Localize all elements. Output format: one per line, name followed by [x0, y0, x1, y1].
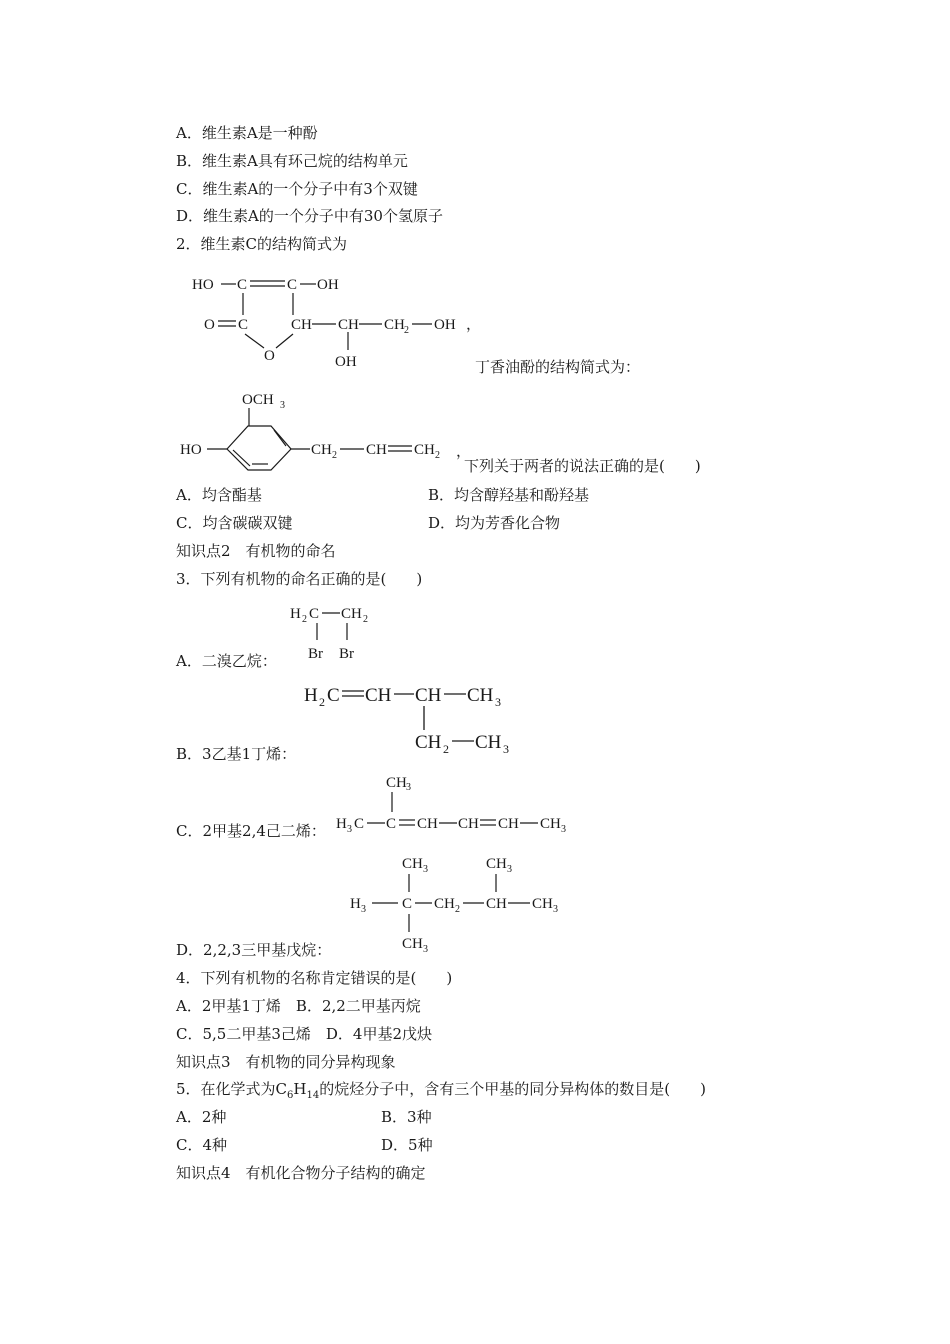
q1-option-c: C．维生素A的一个分子中有3个双键 [176, 180, 418, 198]
vitc-c2: C [287, 277, 298, 293]
svg-text:CH: CH [417, 816, 438, 832]
vitc-oh-bottom: OH [335, 354, 357, 370]
svg-text:C: C [386, 816, 397, 832]
q3-stem: 3．下列有机物的命名正确的是( ) [176, 570, 423, 588]
q2-option-b: B．均含醇羟基和酚羟基 [428, 486, 590, 504]
vitc-oh-right: OH [317, 277, 339, 293]
svg-text:Br: Br [339, 646, 354, 662]
svg-text:CH: CH [365, 685, 392, 706]
svg-text:CH: CH [486, 896, 507, 912]
svg-text:CH: CH [467, 685, 494, 706]
svg-text:3: 3 [361, 904, 366, 915]
eugenol-ch2: CH [311, 442, 332, 458]
eugenol-ch: CH [366, 442, 387, 458]
svg-text:2: 2 [319, 695, 325, 709]
methylhexadiene-structure [332, 770, 582, 840]
q5-option-a: A．2种 [176, 1108, 227, 1126]
vitc-ch: CH [291, 317, 312, 333]
svg-text:3: 3 [423, 864, 428, 875]
vitc-ch-2: CH [338, 317, 359, 333]
svg-text:C: C [309, 606, 320, 622]
svg-text:H: H [350, 896, 361, 912]
svg-text:CH: CH [386, 775, 407, 791]
section-heading-2: 知识点2 有机物的命名 [176, 542, 336, 560]
svg-text:C: C [354, 816, 365, 832]
svg-text:2: 2 [435, 450, 440, 461]
vitc-c3: C [238, 317, 249, 333]
q4-options-row-1: A．2甲基1丁烯 B．2,2二甲基丙烷 [176, 997, 421, 1015]
svg-text:H: H [290, 606, 301, 622]
q4-options-row-2: C．5,5二甲基3己烯 D．4甲基2戊炔 [176, 1025, 432, 1043]
svg-text:CH: CH [532, 896, 553, 912]
q2-stem: 2．维生素C的结构简式为 [176, 235, 348, 253]
q3-option-a: A．二溴乙烷： [176, 652, 277, 670]
q5-option-b: B．3种 [381, 1108, 432, 1126]
svg-text:2: 2 [302, 614, 307, 625]
q4-stem: 4．下列有机物的名称肯定错误的是( ) [176, 969, 453, 987]
svg-text:Br: Br [308, 646, 323, 662]
q1-option-b: B．维生素A具有环己烷的结构单元 [176, 152, 408, 170]
eugenol-comma: ， [456, 442, 472, 460]
svg-text:CH: CH [415, 685, 442, 706]
q3-option-c: C．2甲基2,4己二烯： [176, 822, 326, 840]
svg-text:3: 3 [423, 944, 428, 955]
svg-text:H: H [336, 816, 347, 832]
q2-option-c: C．均含碳碳双键 [176, 514, 293, 532]
vitc-o-double: O [204, 317, 215, 333]
svg-text:CH: CH [540, 816, 561, 832]
svg-text:CH: CH [415, 732, 442, 753]
svg-text:3: 3 [406, 782, 411, 793]
q3-option-d: D．2,2,3三甲基戊烷： [176, 941, 332, 959]
svg-text:3: 3 [495, 695, 501, 709]
q2-option-a: A．均含酯基 [176, 486, 262, 504]
q1-option-a: A．维生素A是一种酚 [176, 124, 318, 142]
svg-text:CH: CH [475, 732, 502, 753]
svg-text:2: 2 [404, 325, 409, 336]
eugenol-ch2-end: CH [414, 442, 435, 458]
q5-option-c: C．4种 [176, 1136, 228, 1154]
section-heading-3: 知识点3 有机物的同分异构现象 [176, 1053, 396, 1071]
eugenol-ho: HO [180, 442, 202, 458]
svg-text:2: 2 [363, 614, 368, 625]
vitc-comma: ， [466, 315, 482, 333]
svg-text:3: 3 [503, 742, 509, 756]
svg-text:CH: CH [486, 856, 507, 872]
vitamin-c-structure [188, 268, 478, 378]
vitc-oh-end: OH [434, 317, 456, 333]
svg-text:3: 3 [561, 824, 566, 835]
section-heading-4: 知识点4 有机化合物分子结构的确定 [176, 1164, 426, 1182]
svg-text:CH: CH [341, 606, 362, 622]
svg-text:CH: CH [458, 816, 479, 832]
vitc-ring-o: O [264, 348, 275, 364]
svg-text:3: 3 [553, 904, 558, 915]
vitc-ho: HO [192, 277, 214, 293]
svg-text:CH: CH [434, 896, 455, 912]
svg-text:CH: CH [498, 816, 519, 832]
ethylbutene-structure [300, 674, 520, 758]
eugenol-och3: OCH [242, 392, 274, 408]
svg-text:C: C [327, 685, 340, 706]
trimethylpentane-structure [346, 848, 576, 958]
q2-option-d: D．均为芳香化合物 [428, 514, 561, 532]
svg-text:3: 3 [347, 824, 352, 835]
q5-stem: 5．在化学式为$C_6H_{14}$的烷烃分子中，含有三个甲基的同分异构体的数目是( ) [176, 1080, 706, 1101]
svg-text:3: 3 [507, 864, 512, 875]
q3-option-b: B．3乙基1丁烯： [176, 745, 297, 763]
q2-question: 下列关于两者的说法正确的是( ) [464, 457, 701, 475]
svg-text:2: 2 [455, 904, 460, 915]
dibromoethane-structure [286, 596, 386, 666]
svg-text:H: H [304, 685, 318, 706]
svg-text:CH: CH [402, 936, 423, 952]
svg-text:2: 2 [443, 742, 449, 756]
q1-option-d: D．维生素A的一个分子中有30个氢原子 [176, 207, 443, 225]
eugenol-structure [176, 386, 476, 476]
q5-option-d: D．5种 [381, 1136, 433, 1154]
clove-intro: 丁香油酚的结构简式为： [475, 358, 641, 376]
vitc-ch2: CH [384, 317, 405, 333]
svg-text:CH: CH [402, 856, 423, 872]
svg-text:2: 2 [332, 450, 337, 461]
vitc-c1: C [237, 277, 248, 293]
svg-text:C: C [402, 896, 413, 912]
svg-text:3: 3 [280, 400, 285, 411]
